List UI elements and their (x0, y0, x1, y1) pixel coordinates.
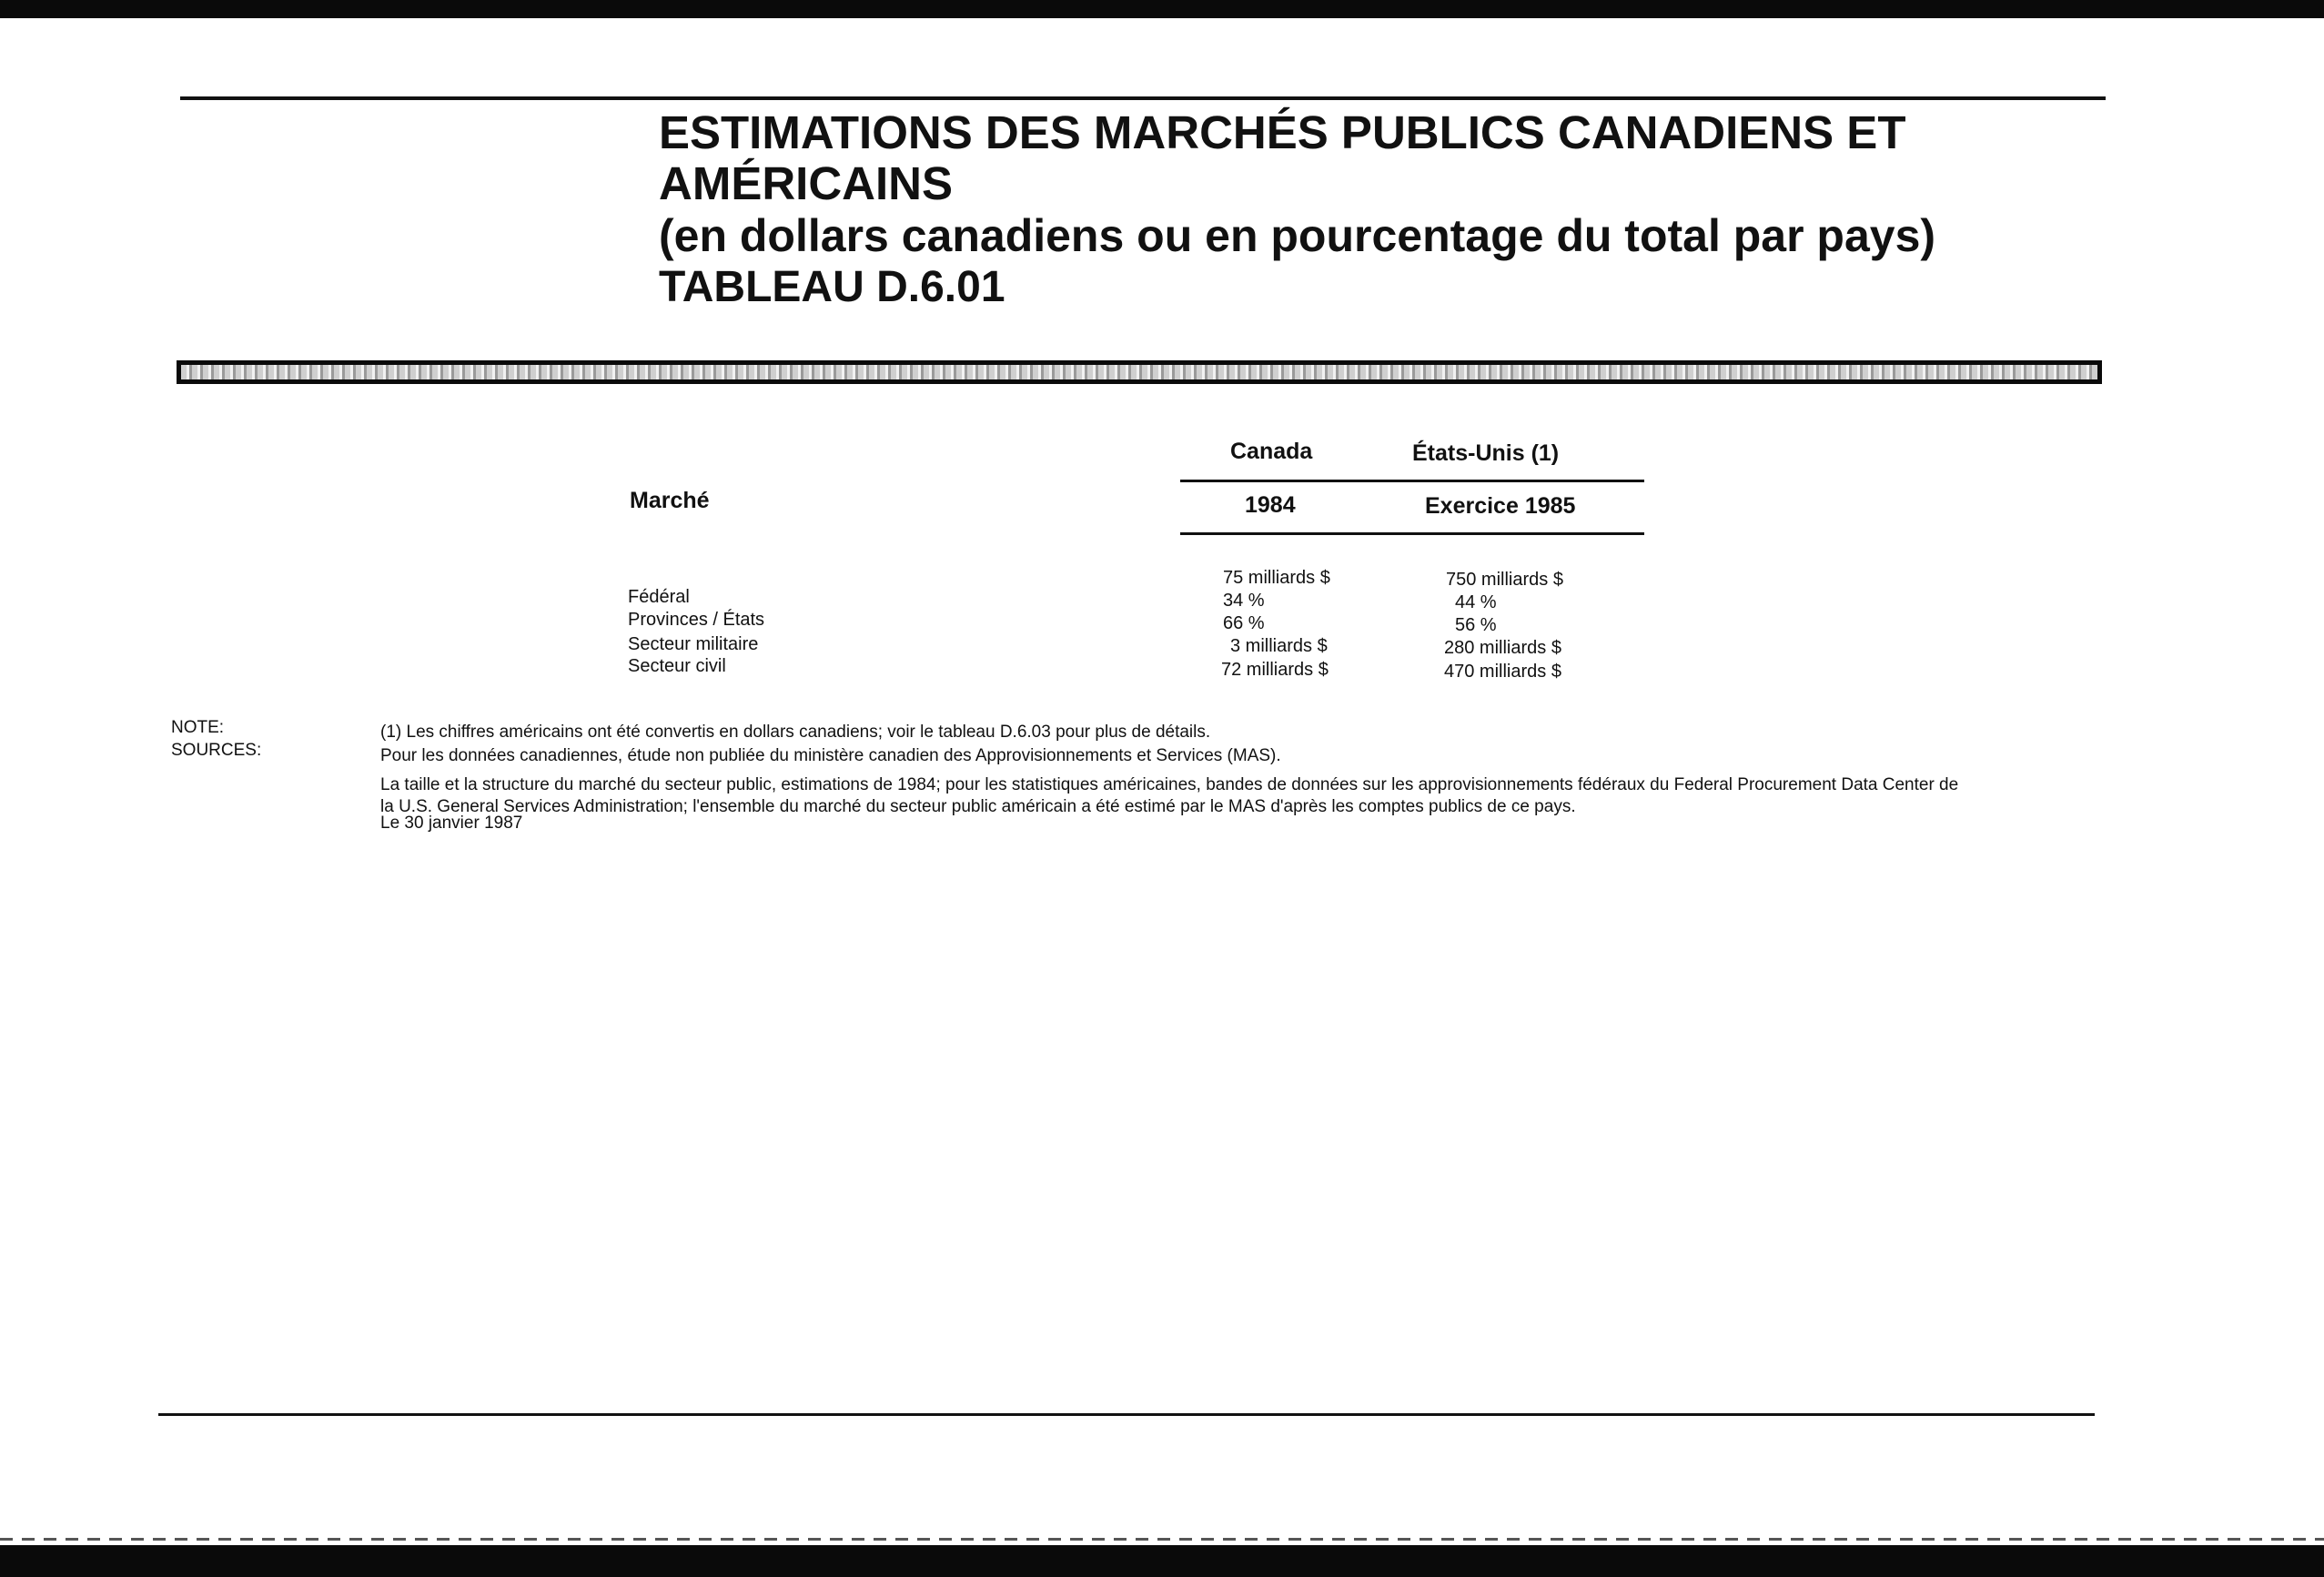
top-rule (180, 96, 2106, 100)
total-usa: 750 milliards $ (1446, 570, 1563, 590)
source-line-3: la U.S. General Services Administration; l'ensemble du marché du secteur public américain a été estimé par le MAS d'après les comptes publics de ce pays. (380, 797, 1576, 816)
row-label-federal: Fédéral (628, 587, 690, 607)
column-period-canada: 1984 (1245, 492, 1296, 518)
title-line-1: ESTIMATIONS DES MARCHÉS PUBLICS CANADIENS ET (659, 106, 1906, 158)
column-header-rule (1180, 480, 1644, 482)
document-date: Le 30 janvier 1987 (380, 814, 523, 833)
cell-militaire-canada: 3 milliards $ (1230, 636, 1328, 656)
scan-border-bottom (0, 1545, 2324, 1577)
row-label-militaire: Secteur militaire (628, 634, 759, 654)
title-subtitle: (en dollars canadiens ou en pourcentage du total par pays) (659, 210, 1936, 261)
bottom-rule (158, 1413, 2095, 1416)
column-header-usa: États-Unis (1) (1412, 440, 1560, 466)
cell-federal-usa: 44 % (1455, 592, 1497, 612)
total-canada: 75 milliards $ (1223, 568, 1330, 588)
row-header-marche: Marché (630, 488, 710, 513)
cell-militaire-usa: 280 milliards $ (1444, 638, 1561, 658)
source-line-2: La taille et la structure du marché du secteur public, estimations de 1984; pour les statistiques américaines, bandes de données sur les approvisionnements fédéraux du Federal Procurement Data Center de (380, 775, 1959, 794)
cell-federal-canada: 34 % (1223, 591, 1265, 611)
title-line-2: AMÉRICAINS (659, 157, 954, 209)
column-period-usa: Exercice 1985 (1425, 493, 1576, 519)
row-label-civil: Secteur civil (628, 656, 726, 676)
source-line-1: Pour les données canadiennes, étude non publiée du ministère canadien des Approvisionnements et Services (MAS). (380, 746, 1281, 765)
scan-border-bottom-dash (0, 1538, 2324, 1541)
note-label: NOTE: (171, 718, 225, 737)
table-code: TABLEAU D.6.01 (659, 263, 1005, 311)
cell-provinces-canada: 66 % (1223, 613, 1265, 633)
cell-civil-usa: 470 milliards $ (1444, 662, 1561, 682)
document-title (659, 107, 2078, 313)
sources-label: SOURCES: (171, 741, 262, 760)
scan-border-top (0, 0, 2324, 18)
row-label-provinces: Provinces / États (628, 610, 765, 630)
cell-civil-canada: 72 milliards $ (1221, 660, 1329, 680)
column-period-rule (1180, 532, 1644, 535)
note-text: (1) Les chiffres américains ont été convertis en dollars canadiens; voir le tableau D.6.03 pour plus de détails. (380, 723, 1211, 742)
header-divider-bar (177, 360, 2102, 384)
column-header-canada: Canada (1230, 439, 1313, 464)
cell-provinces-usa: 56 % (1455, 615, 1497, 635)
